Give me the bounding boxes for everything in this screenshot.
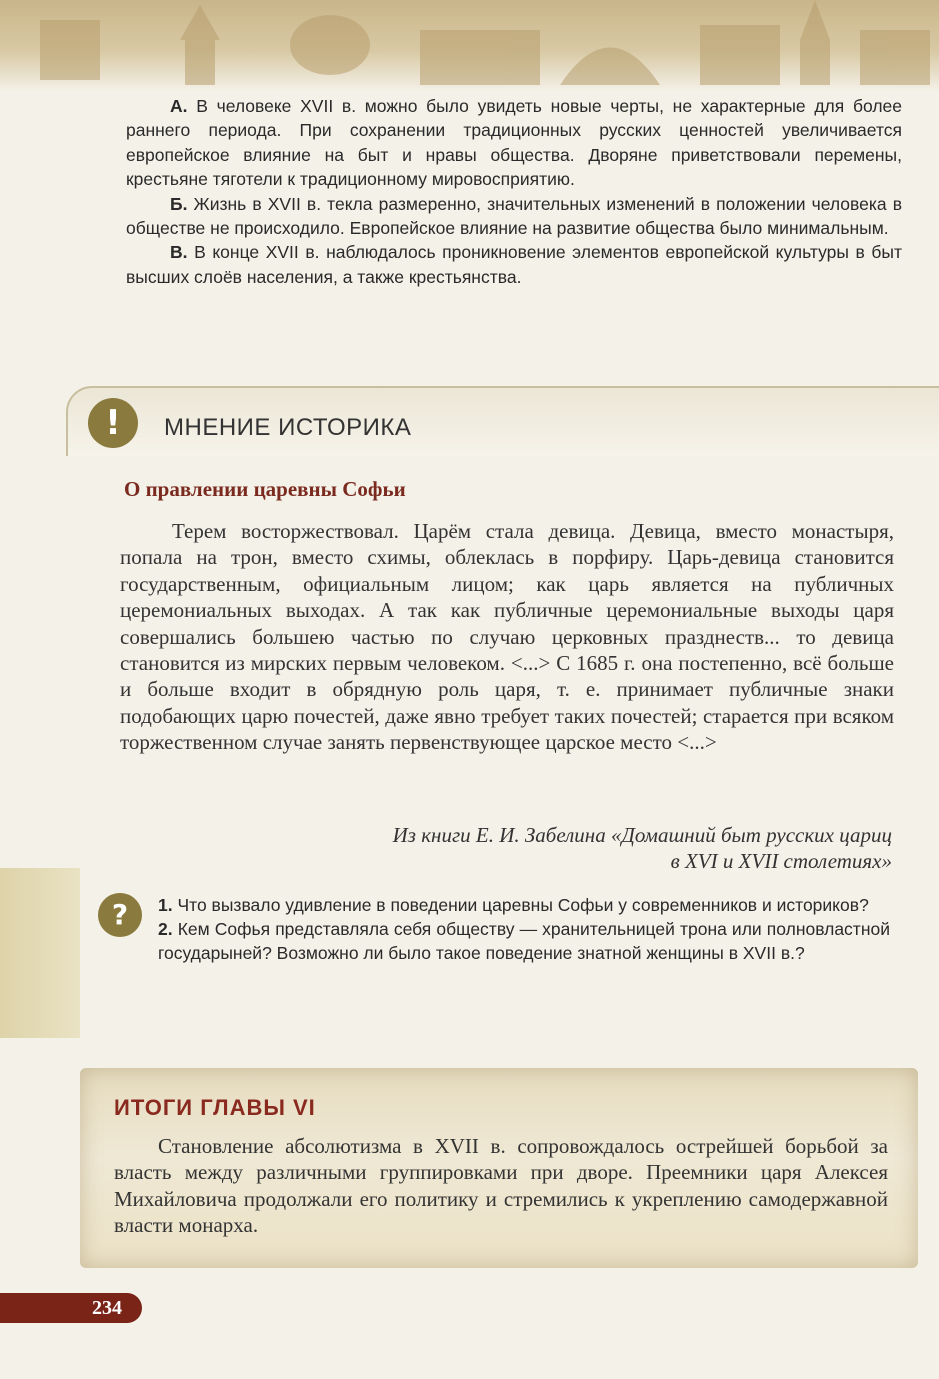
option-b-label: Б.	[170, 193, 188, 214]
option-v	[126, 240, 902, 289]
historian-opinion-title: МНЕНИЕ ИСТОРИКА	[164, 414, 412, 441]
answer-options	[126, 94, 902, 289]
questions-list	[158, 893, 890, 965]
question-text: Что вызвало удивление в поведении царевны Софьи у современников и историков?	[172, 895, 869, 915]
option-b	[126, 192, 902, 241]
quote-source	[200, 822, 892, 874]
quote-body	[120, 518, 894, 756]
quote-heading: О правлении царевны Софьи	[124, 477, 406, 501]
question-number: 1.	[158, 895, 173, 915]
option-a	[126, 94, 902, 192]
header-illustration	[0, 0, 939, 92]
question-item	[158, 917, 890, 965]
source-line-2: в XVI и XVII столетиях»	[670, 849, 892, 873]
question-icon: ?	[98, 893, 142, 937]
chapter-summary-title: ИТОГИ ГЛАВЫ VI	[114, 1095, 316, 1120]
questions-side-bar	[0, 868, 80, 1038]
option-v-label: В.	[170, 242, 188, 263]
chapter-summary-text: Становление абсолютизма в XVII в. сопровождалось острейшей борьбой за власть между различными группировками при дворе. Преемники царя Алексея Михайловича продолжали его политику и стремились к укреплению самодержавной власти монарха.	[114, 1134, 888, 1238]
option-v-text: В конце XVII в. наблюдалось проникновение элементов европейской культуры в быт высших слоёв населения, а также крестьянства.	[126, 242, 902, 287]
quote-text: Терем восторжествовал. Царём стала девица. Девица, вместо монастыря, попала на трон, вместо схимы, облеклась в порфиру. Царь-девица становится государственным, официальным лицом; как царь является на публичных церемониальных выходах. А так как публичные церемониальные выходы царя совершались большею частью по случаю церковных празднеств... то девица становится из мирских первым человеком. <...> С 1685 г. она постепенно, всё больше и больше входит в обрядную роль царя, т. е. принимает публичные знаки подобающих царю почестей, даже явно требует таких почестей; старается при всяком торжественном случае занять первенствующее царское место <...>	[120, 519, 894, 755]
page-number: 234	[92, 1297, 122, 1319]
question-text: Кем Софья представляла себя обществу — хранительницей трона или полновластной государыней? Возможно ли было такое поведение знатной женщины в XVII в.?	[158, 919, 890, 963]
chapter-summary-body	[114, 1133, 888, 1239]
city-skyline-illustration	[0, 0, 939, 92]
option-a-text: В человеке XVII в. можно было увидеть новые черты, не характерные для более раннего периода. При сохранении традиционных русских ценностей увеличивается европейское влияние на быт и нравы общества. Дворяне приветствовали перемены, крестьяне тяготели к традиционному мировосприятию.	[126, 96, 902, 190]
exclamation-icon: !	[88, 398, 138, 448]
option-a-label: А.	[170, 96, 188, 116]
option-b-text: Жизнь в XVII в. текла размеренно, значительных изменений в положении человека в обществе не происходило. Европейское влияние на развитие общества было минимальным.	[126, 193, 902, 239]
source-line-1: Из книги Е. И. Забелина «Домашний быт русских цариц	[392, 823, 892, 847]
question-number: 2.	[158, 919, 173, 939]
question-item	[158, 893, 890, 917]
